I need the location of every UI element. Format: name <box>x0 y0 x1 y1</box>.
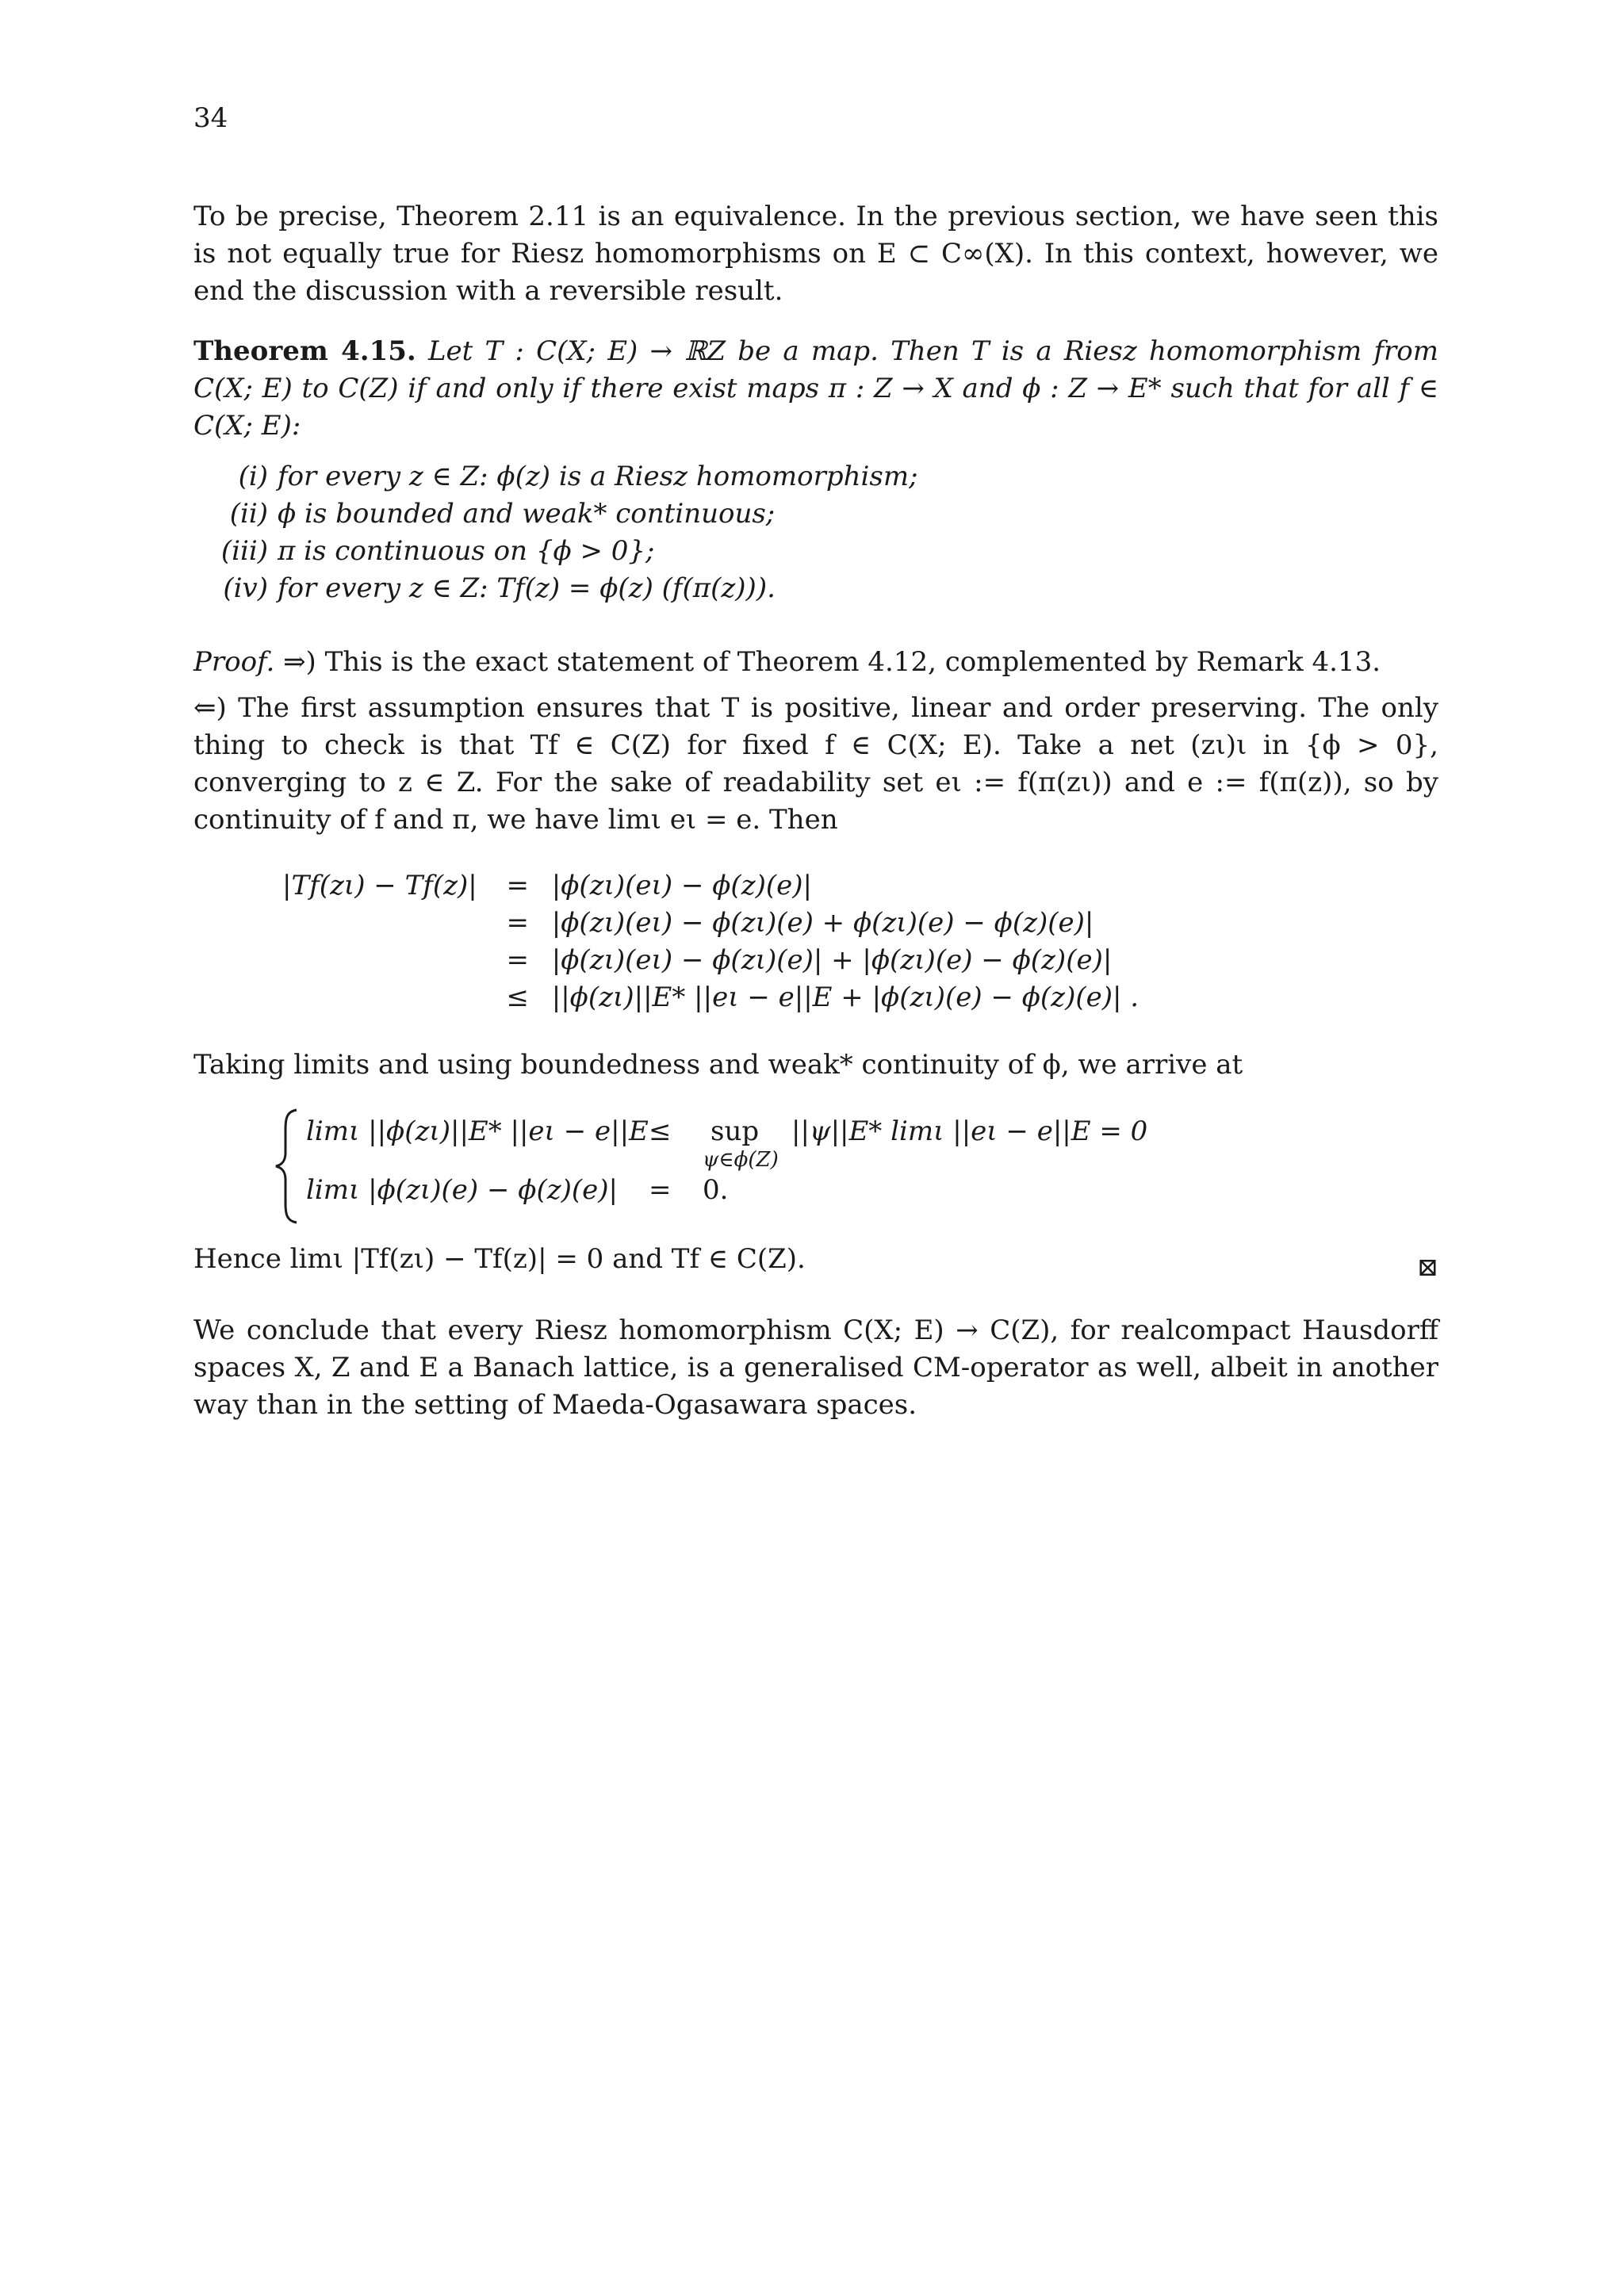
proof-forward <box>193 644 1438 681</box>
item-text: π is continuous on {ϕ > 0}; <box>278 535 655 567</box>
limit-system <box>273 1107 1224 1226</box>
system-lhs: limι |ϕ(zι)(e) − ϕ(z)(e)| <box>306 1174 619 1206</box>
equation-lhs <box>282 979 504 1016</box>
system-lhs: limι ||ϕ(zι)||E* ||eι − e||E <box>306 1115 649 1147</box>
closing-paragraph: We conclude that every Riesz homomorphism C(X; E) → C(Z), for realcompact Hausdorff spaces X, Z and E a Banach lattice, is a generalised CM-operator as well, albeit in another way than in the setting of Maeda-Ogasawara spaces. <box>193 1314 1438 1421</box>
equation-relation: ≤ <box>506 982 530 1013</box>
equation-rhs: |ϕ(zι)(eι) − ϕ(z)(e)| <box>551 870 812 901</box>
system-rhs: ||ψ||E* limι ||eι − e||E = 0 <box>791 1115 1148 1147</box>
page-number: 34 <box>193 102 228 134</box>
equation-relation: = <box>506 944 530 976</box>
equation-lhs <box>282 942 504 979</box>
item-label: (ii) <box>229 498 268 530</box>
intro-paragraph: To be precise, Theorem 2.11 is an equivalence. In the previous section, we have seen this is not equally true for Riesz homomorphisms on E ⊂ C∞(X). In this context, however, we end the discussion with a reversible result. <box>193 201 1438 307</box>
equation-lhs <box>282 905 504 942</box>
list-item <box>193 458 1438 496</box>
equation-relation: = <box>506 870 530 901</box>
equation-line <box>282 905 1139 942</box>
system-relation: = <box>649 1174 672 1206</box>
item-text: for every z ∈ Z: ϕ(z) is a Riesz homomorphism; <box>278 461 918 492</box>
proof-forward-text: ⇒) This is the exact statement of Theorem 4.12, complemented by Remark 4.13. <box>283 646 1381 678</box>
proof-backward: ⇐) The first assumption ensures that T is positive, linear and order preserving. The only thing to check is that Tf ∈ C(Z) for fixed f ∈ C(X; E). Take a net (zι)ι in {ϕ > 0}, converging to z ∈ Z. For the sake of readability set eι := f(π(zι)) and e := f(π(z)), so by continuity of f and π, we have limι eι = e. Then <box>193 692 1438 836</box>
theorem-conditions-list <box>193 458 1438 607</box>
equation-rhs: |ϕ(zι)(eι) − ϕ(zι)(e) + ϕ(zι)(e) − ϕ(z)(e)| <box>551 907 1094 939</box>
theorem-label: Theorem 4.15. <box>193 335 416 367</box>
equation-rhs: ||ϕ(zι)||E* ||eι − e||E + |ϕ(zι)(e) − ϕ(z)(e)| . <box>551 982 1139 1013</box>
limits-intro: Taking limits and using boundedness and weak* continuity of ϕ, we arrive at <box>193 1049 1243 1081</box>
theorem-block <box>193 333 1438 445</box>
item-label: (iii) <box>220 535 268 567</box>
system-rhs: 0. <box>703 1174 729 1206</box>
item-label: (iv) <box>223 572 268 604</box>
list-item <box>193 496 1438 533</box>
list-item <box>193 570 1438 607</box>
left-brace-icon <box>273 1107 301 1226</box>
theorem-statement: Let T : C(X; E) → ℝZ be a map. Then T is a Riesz homomorphism from C(X; E) to C(Z) if and only if there exist maps π : Z → X and ϕ : Z → E* such that for all f ∈ C(X; E): <box>193 335 1438 442</box>
equation-rhs: |ϕ(zι)(eι) − ϕ(zι)(e)| + |ϕ(zι)(e) − ϕ(z)(e)| <box>551 944 1113 976</box>
proof-label: Proof. <box>193 646 275 678</box>
equation-relation: = <box>506 907 530 939</box>
equation-lhs: |Tf(zι) − Tf(z)| <box>282 870 477 901</box>
item-text: for every z ∈ Z: Tf(z) = ϕ(z) (f(π(z))). <box>278 572 776 604</box>
system-sup: sup <box>710 1115 760 1147</box>
proof-conclusion: Hence limι |Tf(zι) − Tf(z)| = 0 and Tf ∈ C(Z). <box>193 1243 806 1275</box>
system-relation: ≤ <box>649 1115 672 1147</box>
equation-line <box>282 942 1139 979</box>
list-item <box>193 533 1438 570</box>
item-text: ϕ is bounded and weak* continuous; <box>278 498 776 530</box>
equation-line <box>282 979 1139 1016</box>
item-label: (i) <box>238 461 268 492</box>
inequality-chain <box>282 867 1139 1016</box>
equation-line <box>282 867 1139 905</box>
qed-icon: ⊠ <box>1417 1252 1438 1282</box>
system-sup-subscript: ψ∈ϕ(Z) <box>703 1148 779 1172</box>
